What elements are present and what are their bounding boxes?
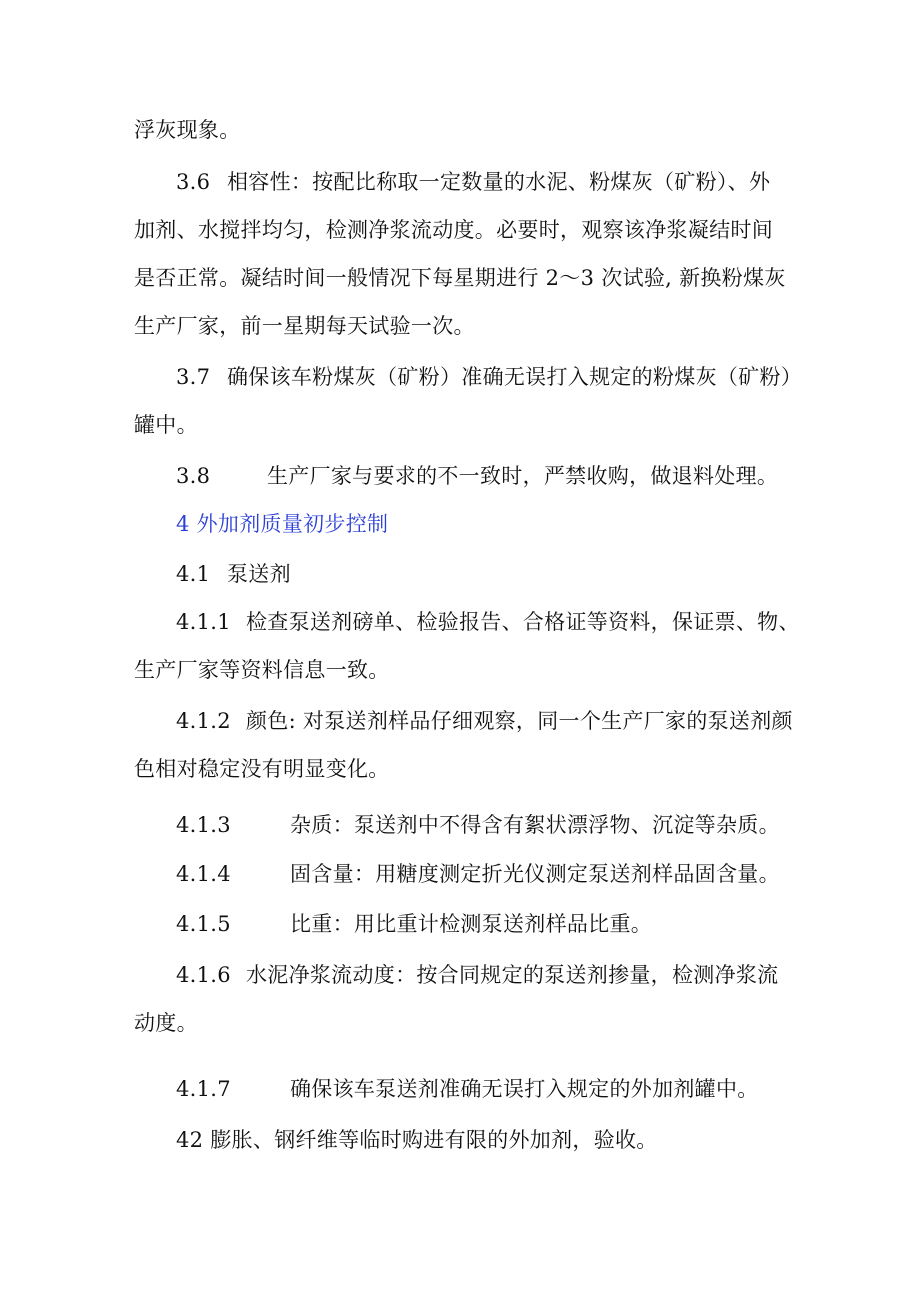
paragraph-text: 水泥净浆流动度：按合同规定的泵送剂掺量，检测净浆流 xyxy=(245,963,779,987)
text-line xyxy=(176,1074,759,1104)
text-line xyxy=(176,909,652,939)
text-line xyxy=(176,960,778,990)
section-number: 3.8 xyxy=(176,464,211,488)
section-number: 4.1.7 xyxy=(176,1077,231,1101)
text-line: 42 膨胀、钢纤维等临时购进有限的外加剂，验收。 xyxy=(176,1128,658,1152)
text-line: 加剂、水搅拌均匀，检测净浆流动度。必要时，观察该净浆凝结时间 xyxy=(134,218,773,242)
paragraph-text: 杂质：泵送剂中不得含有絮状漂浮物、沉淀等杂质。 xyxy=(289,813,780,837)
text-line: 色相对稳定没有明显变化。 xyxy=(134,757,390,781)
text-line: 罐中。 xyxy=(134,413,198,437)
section-number: 3.7 xyxy=(176,365,211,389)
text-line xyxy=(176,706,793,736)
paragraph-text: 确保该车泵送剂准确无误打入规定的外加剂罐中。 xyxy=(289,1077,759,1101)
section-number: 3.6 xyxy=(176,170,211,194)
paragraph-text: 比重：用比重计检测泵送剂样品比重。 xyxy=(289,912,653,936)
text-line: 生产厂家等资料信息一致。 xyxy=(134,658,390,682)
text-line xyxy=(176,810,780,840)
text-line xyxy=(176,859,780,889)
text-line xyxy=(176,362,802,392)
section-number: 4.1.5 xyxy=(176,912,231,936)
section-number: 4.1 xyxy=(176,562,211,586)
text-line xyxy=(176,167,770,197)
section-number: 4.1.1 xyxy=(176,610,231,634)
text-line xyxy=(176,559,291,589)
section-number: 4.1.2 xyxy=(176,709,231,733)
paragraph-text: 泵送剂 xyxy=(226,562,291,586)
paragraph-text: 相容性：按配比称取一定数量的水泥、粉煤灰（矿粉）、外 xyxy=(226,170,771,194)
paragraph-text: 确保该车粉煤灰（矿粉）准确无误打入规定的粉煤灰（矿粉） xyxy=(226,365,803,389)
text-line: 浮灰现象。 xyxy=(134,118,241,142)
text-line xyxy=(176,461,778,491)
text-line xyxy=(176,607,800,637)
text-line: 动度。 xyxy=(134,1011,198,1035)
paragraph-text: 生产厂家与要求的不一致时，严禁收购，做退料处理。 xyxy=(266,464,779,488)
paragraph-text: 固含量：用糖度测定折光仪测定泵送剂样品固含量。 xyxy=(289,862,780,886)
section-number: 4.1.4 xyxy=(176,862,231,886)
paragraph-text: 颜色: 对泵送剂样品仔细观察，同一个生产厂家的泵送剂颜 xyxy=(245,709,793,733)
text-line: 生产厂家，前一星期每天试验一次。 xyxy=(134,314,475,338)
paragraph-text: 检查泵送剂磅单、检验报告、合格证等资料，保证票、物、 xyxy=(245,610,800,634)
section-number: 4.1.3 xyxy=(176,813,231,837)
section-heading: 4 外加剂质量初步控制 xyxy=(176,512,389,536)
text-line: 是否正常。凝结时间一般情况下每星期进行 2～3 次试验, 新换粉煤灰 xyxy=(134,266,786,290)
section-number: 4.1.6 xyxy=(176,963,231,987)
